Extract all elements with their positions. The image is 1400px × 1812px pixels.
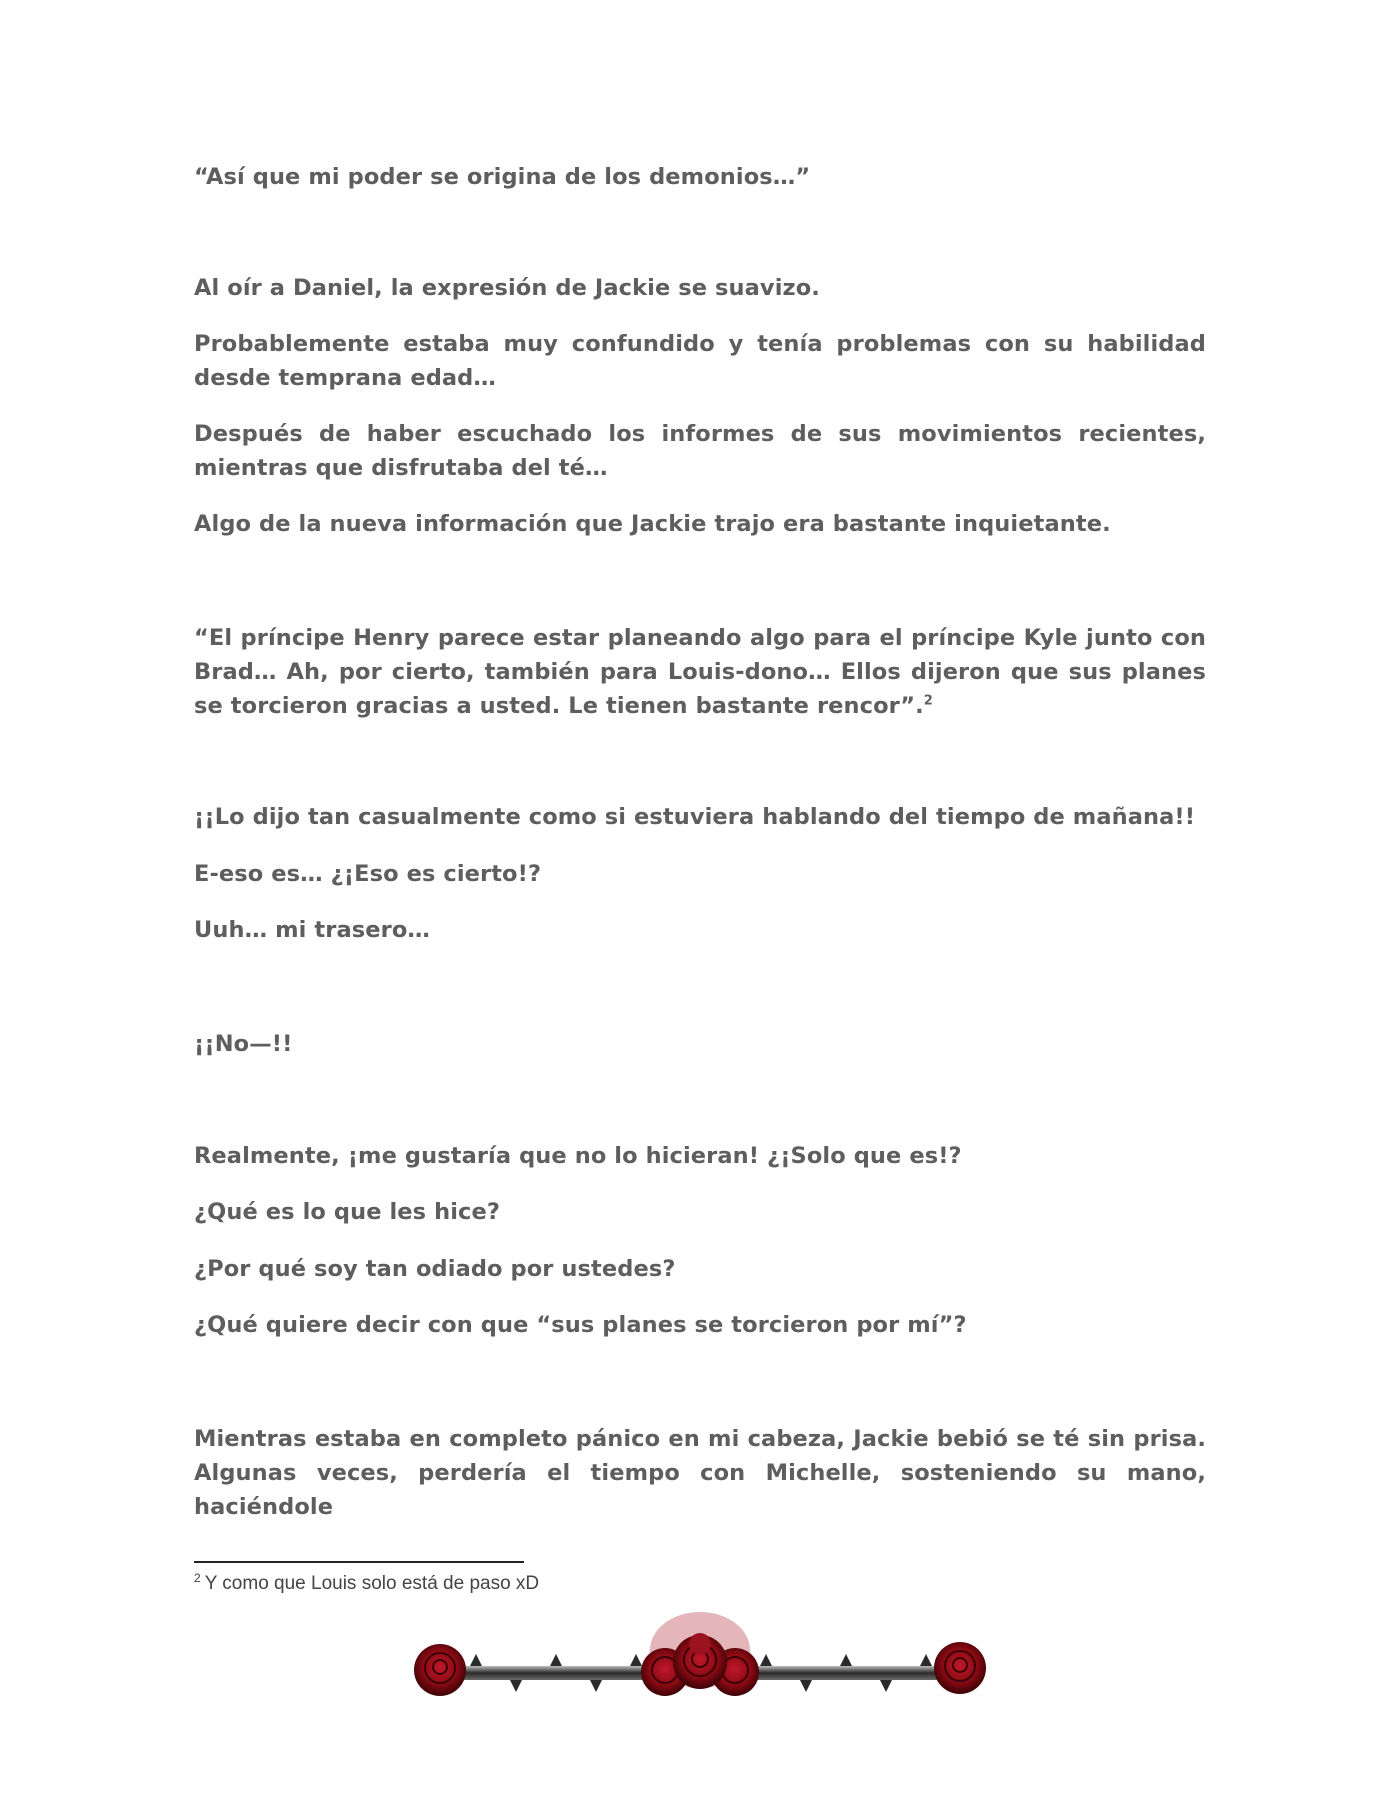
paragraph-6 xyxy=(194,621,1206,723)
paragraph-4: Después de haber escuchado los informes de sus movimientos recientes, mientras que disfrutaba del té… xyxy=(194,421,1206,481)
paragraph-11: Realmente, ¡me gustaría que no lo hicieran! ¿¡Solo que es!? xyxy=(194,1143,962,1169)
footnote xyxy=(194,1570,539,1598)
paragraph-7: ¡¡Lo dijo tan casualmente como si estuviera hablando del tiempo de mañana!! xyxy=(194,804,1196,830)
footnote-separator xyxy=(194,1561,524,1563)
paragraph-5: Algo de la nueva información que Jackie trajo era bastante inquietante. xyxy=(194,511,1111,537)
paragraph-13: ¿Por qué soy tan odiado por ustedes? xyxy=(194,1256,676,1282)
footnote-number: 2 xyxy=(194,1570,201,1585)
footnote-text: Y como que Louis solo está de paso xD xyxy=(204,1573,540,1594)
paragraph-12: ¿Qué es lo que les hice? xyxy=(194,1199,500,1225)
paragraph-10: ¡¡No—!! xyxy=(194,1031,293,1057)
paragraph-8: E-eso es… ¿¡Eso es cierto!? xyxy=(194,861,542,887)
paragraph-6-text: “El príncipe Henry parece estar planeando algo para el príncipe Kyle junto con Brad… Ah, por cierto, también para Louis-dono… Ellos dijeron que sus planes se torcieron gracias a usted. Le tienen bastante rencor”. xyxy=(194,625,1206,719)
rose-thorn-border-ornament-icon xyxy=(400,1610,1000,1720)
paragraph-3: Probablemente estaba muy confundido y tenía problemas con su habilidad desde temprana edad… xyxy=(194,331,1206,391)
paragraph-9: Uuh… mi trasero… xyxy=(194,917,430,943)
paragraph-1: “Así que mi poder se origina de los demonios…” xyxy=(194,164,811,190)
paragraph-14: ¿Qué quiere decir con que “sus planes se torcieron por mí”? xyxy=(194,1312,967,1338)
footnote-reference[interactable]: 2 xyxy=(923,693,933,709)
paragraph-2: Al oír a Daniel, la expresión de Jackie se suavizo. xyxy=(194,275,820,301)
paragraph-15: Mientras estaba en completo pánico en mi cabeza, Jackie bebió se té sin prisa. Algunas veces, perdería el tiempo con Michelle, sosteniendo su mano, haciéndole xyxy=(194,1426,1206,1520)
